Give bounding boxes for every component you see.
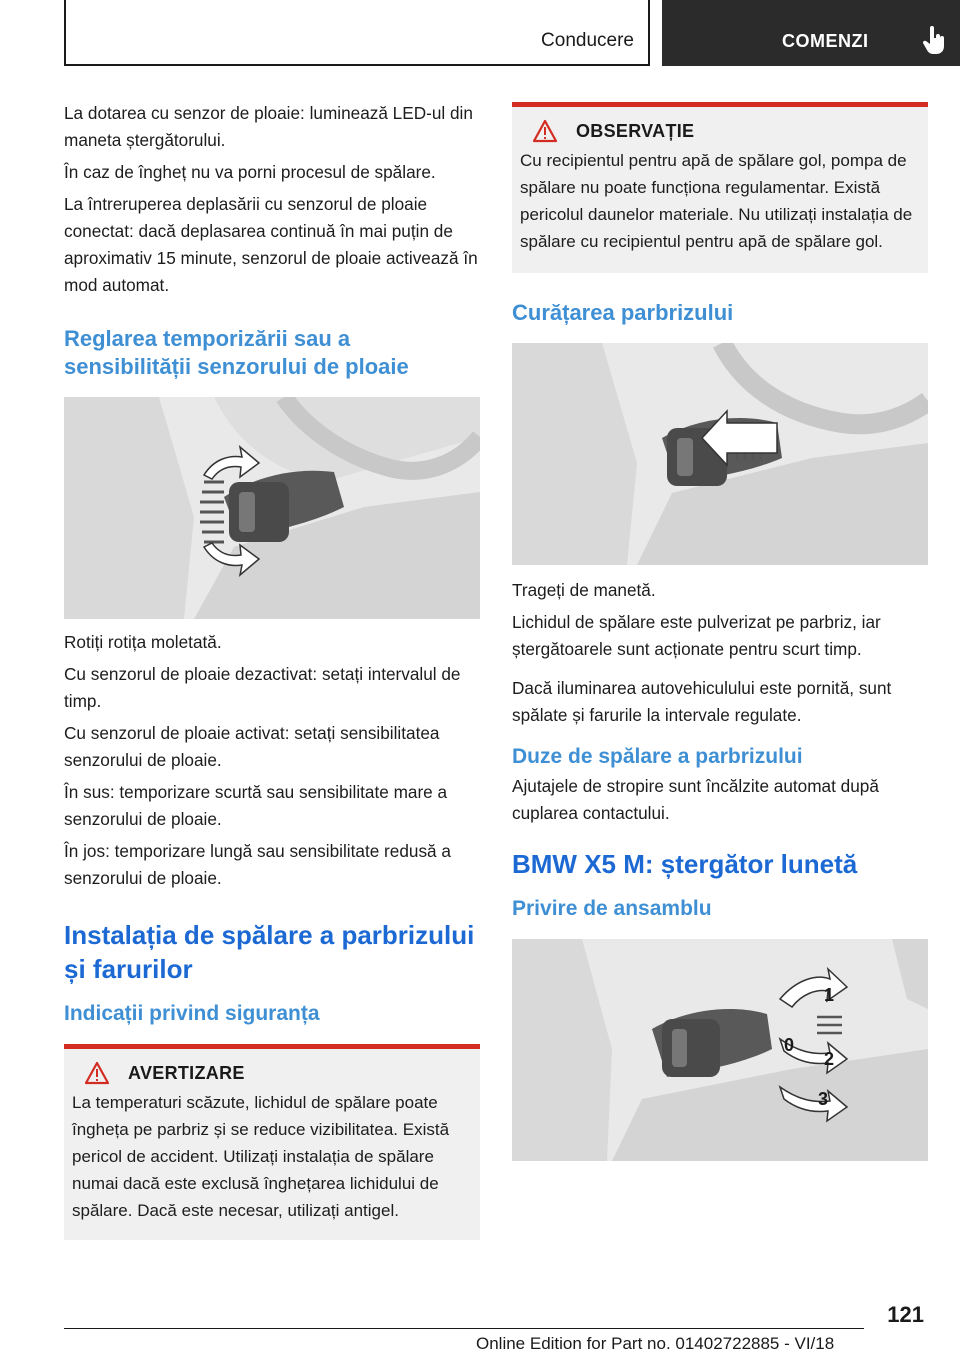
figure-thumbwheel <box>64 397 480 619</box>
paragraph-rotate: Rotiți rotița moletată. <box>64 632 222 652</box>
figure-label-3: 3 <box>818 1089 829 1109</box>
chapter-label: COMENZI <box>782 31 869 51</box>
paragraph-pull: Trageți de manetă. <box>512 580 656 600</box>
heading-safety: Indicații privind siguranța <box>64 1002 320 1025</box>
warning-title: AVERTIZARE <box>128 1062 245 1083</box>
footer-edition: Online Edition for Part no. 01402722885 - VI/18 <box>476 1334 835 1353</box>
heading-clean-windshield: Curățarea parbrizului <box>512 300 734 325</box>
heading-overview: Privire de ansamblu <box>512 897 712 920</box>
warning-triangle-icon <box>532 119 558 143</box>
section-label: Conducere <box>541 30 634 51</box>
notice-text: Cu recipientul pentru apă de spălare gol, pompa de spălare nu poate funcționa regulamentar. Există pericolul daunelor materiale. Nu utilizați instalația de spălare cu recipientul pentru apă de spălare gol. <box>520 151 913 251</box>
footer-rule <box>64 1328 864 1329</box>
figure-label-1: 1 <box>824 985 835 1005</box>
heading-adjust-sensor: Reglarea temporizării sau a sensibilității senzorului de ploaie <box>64 326 409 379</box>
paragraph-sensor-on: Cu senzorul de ploaie activat: setați sensibilitatea senzorului de ploaie. <box>64 723 440 770</box>
heading-rear-wiper: BMW X5 M: ștergător lunetă <box>512 849 858 879</box>
left-column <box>64 100 480 1240</box>
header-section-tab <box>64 0 650 66</box>
notice-box <box>512 102 928 273</box>
warning-box <box>64 1044 480 1240</box>
figure-label-2: 2 <box>824 1049 835 1069</box>
rear-wiper-stalk-illustration <box>512 939 928 1161</box>
stalk-thumbwheel-illustration <box>64 397 480 619</box>
hand-pointer-icon <box>918 24 950 56</box>
figure-label-0: 0 <box>784 1035 795 1055</box>
warning-triangle-icon <box>84 1061 110 1085</box>
paragraph-sensor-off: Cu senzorul de ploaie dezactivat: setați intervalul de timp. <box>64 664 461 711</box>
paragraph-interruption: La întreruperea deplasării cu senzorul de ploaie conectat: dacă deplasarea continuă în mai puțin de aproximativ 15 minute, senzorul de ploaie activează în mod automat. <box>64 194 478 295</box>
paragraph-down: În jos: temporizare lungă sau sensibilitate redusă a senzorului de ploaie. <box>64 841 451 888</box>
paragraph-spray: Lichidul de spălare este pulverizat pe parbriz, iar ștergătoarele sunt acționate pentru scurt timp. <box>512 612 881 659</box>
heading-nozzles: Duze de spălare a parbrizului <box>512 745 803 768</box>
heading-washer-system: Instalația de spălare a parbrizului și farurilor <box>64 920 475 984</box>
paragraph-frost: În caz de îngheț nu va porni procesul de spălare. <box>64 162 436 182</box>
stalk-pull-illustration <box>512 343 928 565</box>
notice-title: OBSERVAȚIE <box>576 120 695 141</box>
page-number: 121 <box>887 1302 924 1327</box>
paragraph-nozzles: Ajutajele de stropire sunt încălzite automat după cuplarea contactului. <box>512 776 879 823</box>
warning-text: La temperaturi scăzute, lichidul de spălare poate îngheța pe parbriz și se reduce vizibilitatea. Există pericol de accident. Utilizați instalația de spălare numai dacă este exclusă înghețarea lichidului de spălare. Dacă este necesar, utilizați antigel. <box>72 1093 450 1220</box>
header-chapter-tab <box>662 0 960 66</box>
paragraph-led: La dotarea cu senzor de ploaie: luminează LED-ul din maneta ștergătorului. <box>64 103 473 150</box>
figure-rear-wiper <box>512 939 928 1161</box>
figure-pull-stalk <box>512 343 928 565</box>
paragraph-up: În sus: temporizare scurtă sau sensibilitate mare a senzorului de ploaie. <box>64 782 448 829</box>
paragraph-headlights: Dacă iluminarea autovehiculului este pornită, sunt spălate și farurile la intervale regulate. <box>512 678 892 725</box>
right-column <box>512 102 928 1161</box>
